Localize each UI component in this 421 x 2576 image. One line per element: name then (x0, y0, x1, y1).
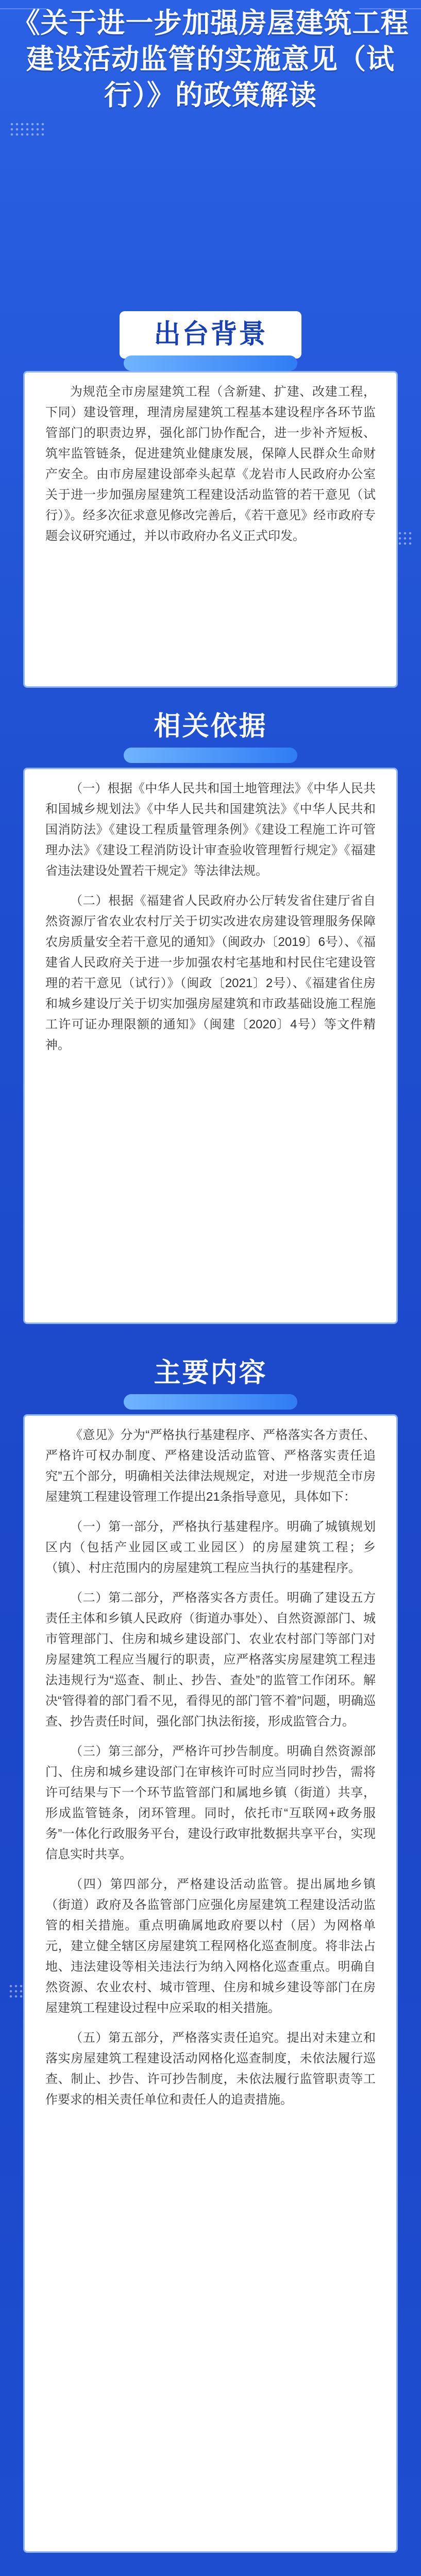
paragraph: （五）第五部分，严格落实责任追究。提出对未建立和落实房屋建筑工程建设活动网格化巡查制度，未依法履行巡查、制止、抄告、许可抄告制度，未依法履行监管职责等工作要求的相关责任单位和责任人的追责措施。 (45, 2031, 376, 2107)
paragraph: （一）第一部分，严格执行基建程序。明确了城镇规划区内（包括产业园区或工业园区）的房屋建筑工程；乡（镇）、村庄范围内的房屋建筑工程应当执行的基建程序。 (45, 1520, 376, 1575)
section-card-basis (23, 768, 398, 1324)
paragraph: 为规范全市房屋建筑工程（含新建、扩建、改建工程，下同）建设管理，理清房屋建筑工程基本建设程序各环节监管部门的职责边界，强化部门协作配合，进一步补齐短板、筑牢监管链条，促进建筑业健康发展，保障人民群众生命财产安全。由市房屋建设部牵头起草《龙岩市人民政府办公室关于进一步加强房屋建筑工程建设活动监管的若干意见（试行）》。经多次征求意见修改完善后，《若干意见》经市政府专题会议研究通过，并以市政府办名义正式印发。 (45, 385, 376, 543)
paragraph: （二）第二部分，严格落实各方责任。明确了建设五方责任主体和乡镇人民政府（街道办事处）、自然资源部门、城市管理部门、住房和城乡建设部门、农业农村部门等部门对房屋建筑工程应当履行的职责，应严格落实房屋建筑工程违法违规行为“巡查、制止、抄告、查处”的监管工作闭环。解决“管得着的部门看不见，看得见的部门管不着”问题，明确巡查、抄告责任时间，强化部门执法衔接，形成监管合力。 (45, 1591, 376, 1728)
section-card-background (23, 371, 398, 688)
section-heading-basis: 相关依据 (154, 711, 267, 741)
paragraph: （一）根据《中华人民共和国土地管理法》《中华人民共和国城乡规划法》《中华人民共和国建筑法》《中华人民共和国消防法》《建设工程质量管理条例》《建设工程施工许可管理办法》《建设工程消防设计审查验收管理暂行规定》《福建省违法建设处置若干规定》等法律法规。 (45, 782, 376, 878)
section-title-bar (124, 748, 297, 763)
section-title-bar (124, 355, 297, 371)
section-heading-background: 出台背景 (154, 319, 267, 349)
card-body (25, 1416, 396, 2120)
decorative-dots (9, 122, 45, 136)
section-heading-content: 主要内容 (154, 1358, 267, 1388)
section-card-content (23, 1414, 398, 2553)
paragraph: （三）第三部分，严格许可抄告制度。明确自然资源部门、住房和城乡建设部门在审核许可时应当同时抄告，需将许可结果与下一个环节监管部门和属地乡镇（街道）共享，形成监管链条，闭环管理。同时，依托市“互联网+政务服务”一体化行政服务平台，建设行政审批数据共享平台，实现信息实时共享。 (45, 1744, 376, 1861)
paragraph: （二）根据《福建省人民政府办公厅转发省住建厅省自然资源厅省农业农村厅关于切实改进农房建设管理服务保障农房质量安全若干意见的通知》（闽政办〔2019〕6号）、《福建省人民政府关于进一步加强农村宅基地和村民住宅建设管理的若干意见（试行）》（闽政〔2021〕2号）、《福建省住房和城乡建设厅关于切实加强房屋建筑和市政基础设施工程施工许可证办理限额的通知》（闽建〔2020〕4号）等文件精神。 (45, 894, 376, 1052)
paragraph: 《意见》分为“严格执行基建程序、严格落实各方责任、严格许可权办制度、严格建设活动监管、严格落实责任追究”五个部分，明确相关法律法规规定，对进一步规范全市房屋建筑工程建设管理工作提出21条指导意见，具体如下： (45, 1428, 376, 1504)
page-title: 《关于进一步加强房屋建筑工程建设活动监管的实施意见（试行）》的政策解读 (12, 8, 409, 111)
card-body (25, 769, 396, 1065)
paragraph: （四）第四部分，严格建设活动监管。提出属地乡镇（街道）政府及各监管部门应强化房屋建筑工程建设活动监管的相关措施。重点明确属地政府要以村（居）为网格单元，建立健全辖区房屋建筑工程网格化巡查制度。将非法占地、违法建设等相关违法行为纳入网格化巡查重点。明确自然资源、农业农村、城市管理、住房和城乡建设等部门在房屋建筑工程建设过程中应采取的相关措施。 (45, 1877, 376, 2015)
section-title-bar (124, 1394, 297, 1410)
card-body (25, 372, 396, 556)
